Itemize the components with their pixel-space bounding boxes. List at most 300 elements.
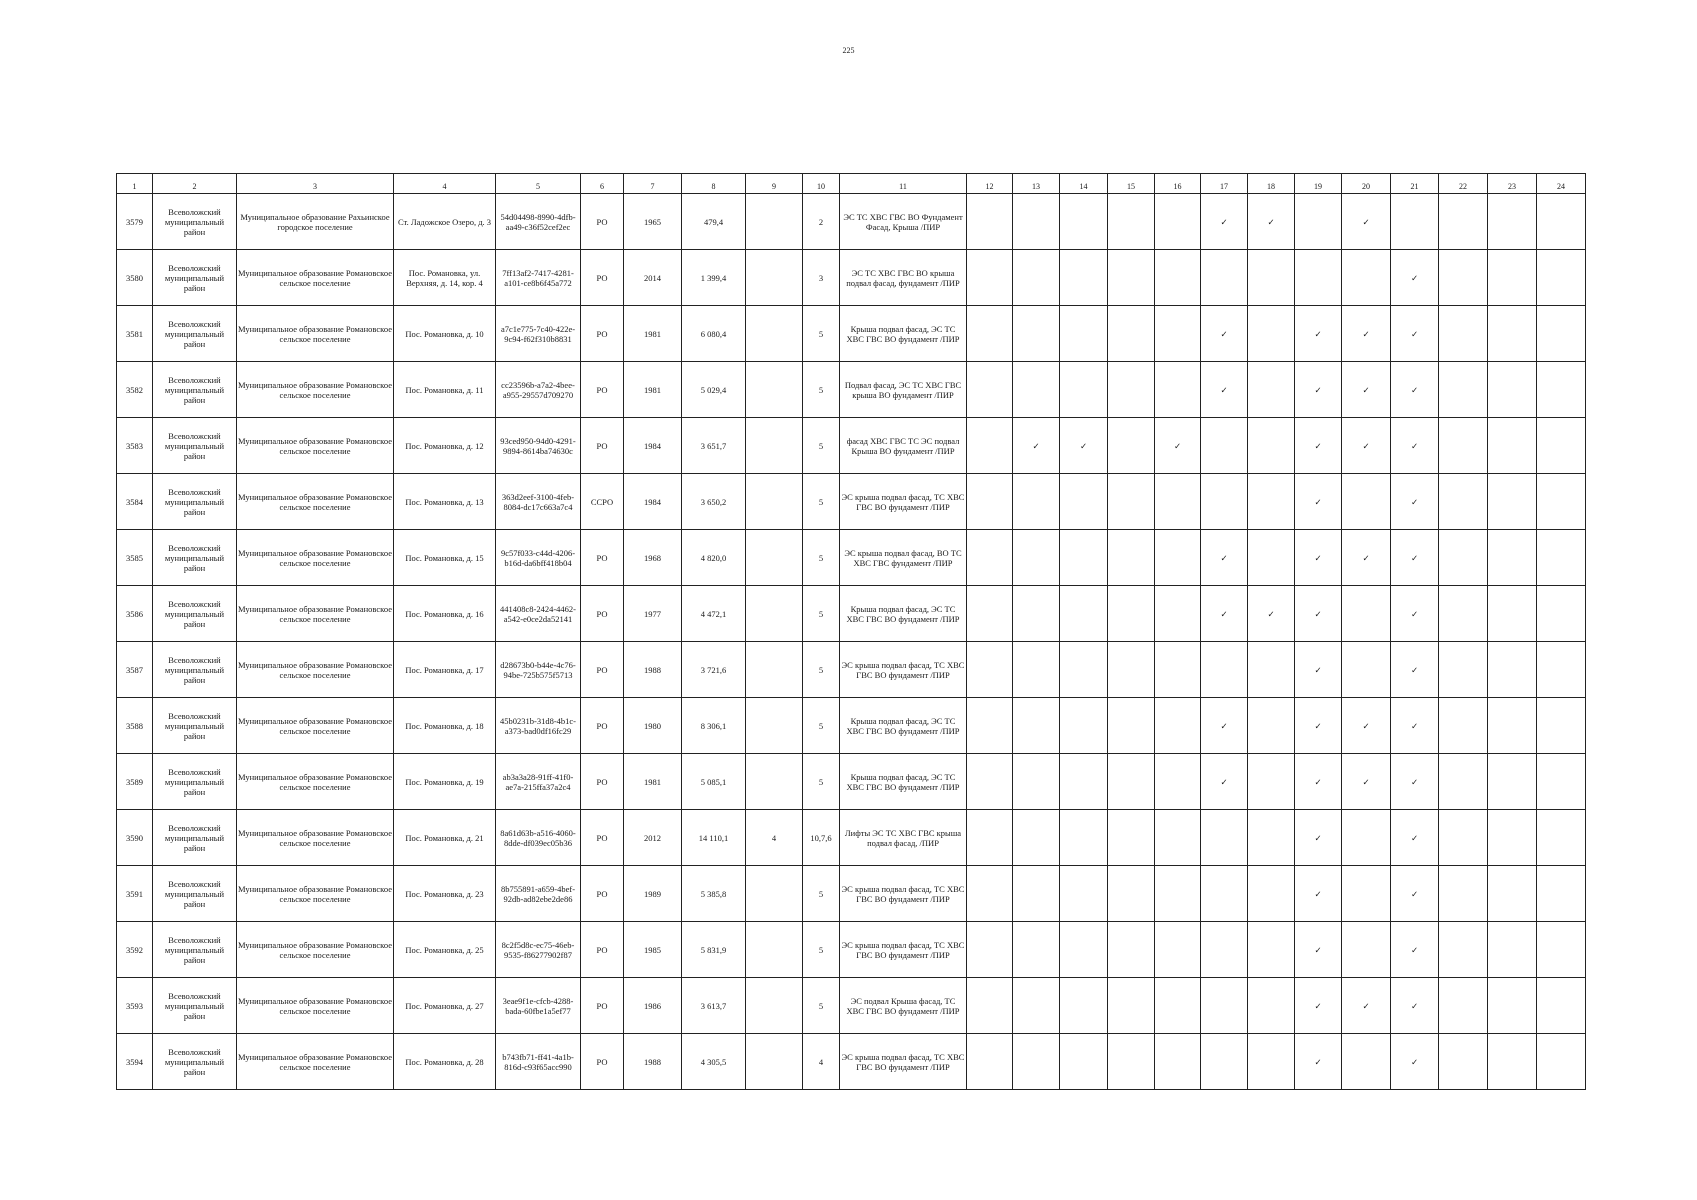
empty-cell	[1537, 642, 1586, 698]
district-cell: Всеволожский муниципальный район	[153, 698, 237, 754]
column-number-9: 9	[746, 174, 803, 194]
empty-cell	[1108, 754, 1155, 810]
checkmark-icon: ✓	[1295, 306, 1342, 362]
guid-cell: 54d04498-8990-4dfb-aa49-c36f52cef2ec	[496, 194, 581, 250]
checkmark-icon: ✓	[1295, 810, 1342, 866]
municipality-cell: Муниципальное образование Романовское сельское поселение	[237, 642, 394, 698]
column-number-1: 1	[117, 174, 153, 194]
empty-cell	[1248, 530, 1295, 586]
empty-cell	[1108, 1034, 1155, 1090]
empty-cell	[1342, 642, 1391, 698]
empty-cell	[967, 194, 1013, 250]
checkmark-icon: ✓	[1391, 418, 1439, 474]
empty-cell	[1439, 978, 1488, 1034]
checkmark-icon: ✓	[1342, 194, 1391, 250]
year-built-cell: 2012	[624, 810, 682, 866]
row-number: 3579	[117, 194, 153, 250]
empty-cell	[1013, 810, 1060, 866]
empty-cell	[1439, 194, 1488, 250]
row-number: 3592	[117, 922, 153, 978]
empty-cell	[1488, 362, 1537, 418]
works-cell: ЭС крыша подвал фасад, ТС ХВС ГВС ВО фундамент /ПИР	[840, 1034, 967, 1090]
table-row	[117, 754, 1586, 810]
year-built-cell: 1980	[624, 698, 682, 754]
empty-cell	[1248, 474, 1295, 530]
empty-cell	[1201, 978, 1248, 1034]
account-type-cell: РО	[581, 586, 624, 642]
address-cell: Пос. Романовка, д. 10	[394, 306, 496, 362]
year-built-cell: 1985	[624, 922, 682, 978]
works-cell: Подвал фасад, ЭС ТС ХВС ГВС крыша ВО фундамент /ПИР	[840, 362, 967, 418]
empty-cell	[1248, 418, 1295, 474]
checkmark-icon: ✓	[1342, 530, 1391, 586]
empty-cell	[1248, 306, 1295, 362]
empty-cell	[1155, 1034, 1201, 1090]
empty-cell	[1537, 586, 1586, 642]
floors-cell: 5	[803, 474, 840, 530]
table-row	[117, 306, 1586, 362]
empty-cell	[967, 922, 1013, 978]
account-type-cell: РО	[581, 866, 624, 922]
checkmark-icon: ✓	[1201, 698, 1248, 754]
empty-cell	[1248, 866, 1295, 922]
checkmark-icon: ✓	[1295, 866, 1342, 922]
row-number: 3588	[117, 698, 153, 754]
empty-cell	[1060, 754, 1108, 810]
district-cell: Всеволожский муниципальный район	[153, 810, 237, 866]
address-cell: Пос. Романовка, д. 23	[394, 866, 496, 922]
floors-cell: 3	[803, 250, 840, 306]
empty-cell	[1488, 642, 1537, 698]
column-number-17: 17	[1201, 174, 1248, 194]
empty-cell	[1342, 1034, 1391, 1090]
empty-cell	[1342, 586, 1391, 642]
column-number-7: 7	[624, 174, 682, 194]
guid-cell: 8a61d63b-a516-4060-8dde-df039ec05b36	[496, 810, 581, 866]
checkmark-icon: ✓	[1391, 698, 1439, 754]
checkmark-icon: ✓	[1391, 250, 1439, 306]
column-9-cell	[746, 978, 803, 1034]
empty-cell	[1537, 810, 1586, 866]
account-type-cell: РО	[581, 362, 624, 418]
works-cell: ЭС крыша подвал фасад, ВО ТС ХВС ГВС фундамент /ПИР	[840, 530, 967, 586]
empty-cell	[1013, 922, 1060, 978]
column-9-cell	[746, 922, 803, 978]
empty-cell	[1439, 474, 1488, 530]
account-type-cell: ССРО	[581, 474, 624, 530]
empty-cell	[1108, 922, 1155, 978]
area-cell: 5 085,1	[682, 754, 746, 810]
table-row	[117, 530, 1586, 586]
guid-cell: 363d2eef-3100-4feb-8084-dc17c663a7c4	[496, 474, 581, 530]
empty-cell	[1439, 754, 1488, 810]
empty-cell	[1248, 810, 1295, 866]
table-row	[117, 250, 1586, 306]
column-number-19: 19	[1295, 174, 1342, 194]
checkmark-icon: ✓	[1391, 922, 1439, 978]
row-number: 3583	[117, 418, 153, 474]
floors-cell: 5	[803, 362, 840, 418]
year-built-cell: 1989	[624, 866, 682, 922]
guid-cell: 3eae9f1e-cfcb-4288-bada-60fbe1a5ef77	[496, 978, 581, 1034]
area-cell: 4 305,5	[682, 1034, 746, 1090]
empty-cell	[1248, 698, 1295, 754]
table-row	[117, 810, 1586, 866]
works-cell: Крыша подвал фасад, ЭС ТС ХВС ГВС ВО фундамент /ПИР	[840, 754, 967, 810]
empty-cell	[1488, 978, 1537, 1034]
area-cell: 5 029,4	[682, 362, 746, 418]
row-number: 3584	[117, 474, 153, 530]
empty-cell	[1060, 810, 1108, 866]
account-type-cell: РО	[581, 194, 624, 250]
checkmark-icon: ✓	[1391, 810, 1439, 866]
account-type-cell: РО	[581, 642, 624, 698]
works-cell: ЭС крыша подвал фасад, ТС ХВС ГВС ВО фундамент /ПИР	[840, 642, 967, 698]
empty-cell	[1108, 978, 1155, 1034]
checkmark-icon: ✓	[1295, 418, 1342, 474]
empty-cell	[1155, 922, 1201, 978]
empty-cell	[1295, 250, 1342, 306]
account-type-cell: РО	[581, 306, 624, 362]
column-number-5: 5	[496, 174, 581, 194]
district-cell: Всеволожский муниципальный район	[153, 250, 237, 306]
row-number: 3580	[117, 250, 153, 306]
empty-cell	[1155, 194, 1201, 250]
empty-cell	[1060, 642, 1108, 698]
empty-cell	[967, 418, 1013, 474]
address-cell: Пос. Романовка, д. 28	[394, 1034, 496, 1090]
checkmark-icon: ✓	[1342, 754, 1391, 810]
table-row	[117, 194, 1586, 250]
column-number-22: 22	[1439, 174, 1488, 194]
guid-cell: ab3a3a28-91ff-41f0-ae7a-215ffa37a2c4	[496, 754, 581, 810]
empty-cell	[1439, 810, 1488, 866]
empty-cell	[1108, 194, 1155, 250]
year-built-cell: 1981	[624, 306, 682, 362]
empty-cell	[1013, 642, 1060, 698]
empty-cell	[1439, 586, 1488, 642]
empty-cell	[1155, 530, 1201, 586]
column-9-cell	[746, 250, 803, 306]
row-number: 3594	[117, 1034, 153, 1090]
table-row	[117, 978, 1586, 1034]
year-built-cell: 1965	[624, 194, 682, 250]
column-9-cell	[746, 418, 803, 474]
year-built-cell: 1988	[624, 1034, 682, 1090]
account-type-cell: РО	[581, 250, 624, 306]
empty-cell	[1488, 698, 1537, 754]
district-cell: Всеволожский муниципальный район	[153, 922, 237, 978]
guid-cell: 7ff13af2-7417-4281-a101-ce8b6f45a772	[496, 250, 581, 306]
account-type-cell: РО	[581, 978, 624, 1034]
row-number: 3582	[117, 362, 153, 418]
empty-cell	[1060, 586, 1108, 642]
empty-cell	[967, 586, 1013, 642]
empty-cell	[1155, 866, 1201, 922]
column-9-cell: 4	[746, 810, 803, 866]
empty-cell	[1488, 530, 1537, 586]
account-type-cell: РО	[581, 698, 624, 754]
column-number-23: 23	[1488, 174, 1537, 194]
empty-cell	[1155, 250, 1201, 306]
row-number: 3587	[117, 642, 153, 698]
floors-cell: 4	[803, 1034, 840, 1090]
empty-cell	[1155, 810, 1201, 866]
empty-cell	[1060, 250, 1108, 306]
empty-cell	[1488, 866, 1537, 922]
floors-cell: 10,7,6	[803, 810, 840, 866]
district-cell: Всеволожский муниципальный район	[153, 474, 237, 530]
area-cell: 6 080,4	[682, 306, 746, 362]
year-built-cell: 1977	[624, 586, 682, 642]
empty-cell	[1488, 418, 1537, 474]
works-cell: ЭС ТС ХВС ГВС ВО крыша подвал фасад, фундамент /ПИР	[840, 250, 967, 306]
municipality-cell: Муниципальное образование Романовское сельское поселение	[237, 922, 394, 978]
account-type-cell: РО	[581, 1034, 624, 1090]
empty-cell	[1201, 642, 1248, 698]
works-cell: ЭС крыша подвал фасад, ТС ХВС ГВС ВО фундамент /ПИР	[840, 474, 967, 530]
column-number-3: 3	[237, 174, 394, 194]
checkmark-icon: ✓	[1391, 754, 1439, 810]
empty-cell	[967, 810, 1013, 866]
column-number-12: 12	[967, 174, 1013, 194]
empty-cell	[1537, 1034, 1586, 1090]
checkmark-icon: ✓	[1391, 586, 1439, 642]
year-built-cell: 1984	[624, 474, 682, 530]
district-cell: Всеволожский муниципальный район	[153, 642, 237, 698]
empty-cell	[1060, 698, 1108, 754]
checkmark-icon: ✓	[1201, 362, 1248, 418]
address-cell: Пос. Романовка, д. 18	[394, 698, 496, 754]
works-cell: ЭС крыша подвал фасад, ТС ХВС ГВС ВО фундамент /ПИР	[840, 922, 967, 978]
empty-cell	[1201, 866, 1248, 922]
empty-cell	[1439, 250, 1488, 306]
empty-cell	[1537, 922, 1586, 978]
column-9-cell	[746, 530, 803, 586]
municipality-cell: Муниципальное образование Романовское сельское поселение	[237, 698, 394, 754]
column-number-6: 6	[581, 174, 624, 194]
area-cell: 14 110,1	[682, 810, 746, 866]
page-number: 225	[842, 46, 855, 55]
address-cell: Пос. Романовка, д. 27	[394, 978, 496, 1034]
empty-cell	[1537, 978, 1586, 1034]
row-number: 3591	[117, 866, 153, 922]
empty-cell	[1439, 922, 1488, 978]
works-cell: Лифты ЭС ТС ХВС ГВС крыша подвал фасад, /ПИР	[840, 810, 967, 866]
empty-cell	[1108, 306, 1155, 362]
column-9-cell	[746, 698, 803, 754]
empty-cell	[1155, 306, 1201, 362]
district-cell: Всеволожский муниципальный район	[153, 586, 237, 642]
floors-cell: 5	[803, 418, 840, 474]
empty-cell	[967, 1034, 1013, 1090]
column-number-10: 10	[803, 174, 840, 194]
district-cell: Всеволожский муниципальный район	[153, 754, 237, 810]
empty-cell	[1155, 698, 1201, 754]
municipality-cell: Муниципальное образование Романовское сельское поселение	[237, 306, 394, 362]
works-cell: Крыша подвал фасад, ЭС ТС ХВС ГВС ВО фундамент /ПИР	[840, 586, 967, 642]
year-built-cell: 1988	[624, 642, 682, 698]
table-row	[117, 1034, 1586, 1090]
municipality-cell: Муниципальное образование Романовское сельское поселение	[237, 250, 394, 306]
works-cell: ЭС ТС ХВС ГВС ВО Фундамент Фасад, Крыша /ПИР	[840, 194, 967, 250]
municipality-cell: Муниципальное образование Романовское сельское поселение	[237, 866, 394, 922]
table-row	[117, 698, 1586, 754]
empty-cell	[1108, 866, 1155, 922]
empty-cell	[1060, 866, 1108, 922]
district-cell: Всеволожский муниципальный район	[153, 418, 237, 474]
column-number-11: 11	[840, 174, 967, 194]
empty-cell	[1248, 754, 1295, 810]
column-number-13: 13	[1013, 174, 1060, 194]
year-built-cell: 1981	[624, 754, 682, 810]
empty-cell	[1537, 530, 1586, 586]
year-built-cell: 2014	[624, 250, 682, 306]
empty-cell	[1342, 250, 1391, 306]
area-cell: 5 831,9	[682, 922, 746, 978]
empty-cell	[1013, 698, 1060, 754]
area-cell: 3 613,7	[682, 978, 746, 1034]
column-9-cell	[746, 194, 803, 250]
empty-cell	[1108, 362, 1155, 418]
empty-cell	[1060, 474, 1108, 530]
area-cell: 4 472,1	[682, 586, 746, 642]
empty-cell	[1342, 474, 1391, 530]
account-type-cell: РО	[581, 530, 624, 586]
empty-cell	[1201, 250, 1248, 306]
guid-cell: 8c2f5d8c-ec75-46eb-9535-f86277902f87	[496, 922, 581, 978]
empty-cell	[1013, 754, 1060, 810]
row-number: 3581	[117, 306, 153, 362]
table-header	[117, 174, 1586, 194]
row-number: 3590	[117, 810, 153, 866]
row-number: 3593	[117, 978, 153, 1034]
table-row	[117, 474, 1586, 530]
floors-cell: 5	[803, 586, 840, 642]
empty-cell	[1108, 418, 1155, 474]
address-cell: Пос. Романовка, ул. Верхняя, д. 14, кор. 4	[394, 250, 496, 306]
empty-cell	[1295, 194, 1342, 250]
guid-cell: b743fb71-ff41-4a1b-816d-c93f65acc990	[496, 1034, 581, 1090]
empty-cell	[1488, 1034, 1537, 1090]
empty-cell	[1537, 194, 1586, 250]
table-body	[117, 194, 1586, 1090]
empty-cell	[1108, 586, 1155, 642]
empty-cell	[1201, 474, 1248, 530]
empty-cell	[1060, 978, 1108, 1034]
municipality-cell: Муниципальное образование Романовское сельское поселение	[237, 978, 394, 1034]
empty-cell	[1439, 866, 1488, 922]
floors-cell: 5	[803, 866, 840, 922]
municipality-cell: Муниципальное образование Романовское сельское поселение	[237, 418, 394, 474]
column-9-cell	[746, 306, 803, 362]
empty-cell	[1248, 922, 1295, 978]
checkmark-icon: ✓	[1391, 642, 1439, 698]
column-number-row	[117, 174, 1586, 194]
empty-cell	[1537, 474, 1586, 530]
district-cell: Всеволожский муниципальный район	[153, 1034, 237, 1090]
area-cell: 3 651,7	[682, 418, 746, 474]
empty-cell	[1488, 306, 1537, 362]
floors-cell: 5	[803, 922, 840, 978]
municipality-cell: Муниципальное образование Романовское сельское поселение	[237, 586, 394, 642]
checkmark-icon: ✓	[1342, 978, 1391, 1034]
checkmark-icon: ✓	[1295, 1034, 1342, 1090]
area-cell: 4 820,0	[682, 530, 746, 586]
district-cell: Всеволожский муниципальный район	[153, 362, 237, 418]
column-9-cell	[746, 754, 803, 810]
empty-cell	[1537, 418, 1586, 474]
address-cell: Пос. Романовка, д. 12	[394, 418, 496, 474]
guid-cell: 9c57f033-c44d-4206-b16d-da6bff418b04	[496, 530, 581, 586]
column-number-18: 18	[1248, 174, 1295, 194]
empty-cell	[1201, 922, 1248, 978]
empty-cell	[1060, 362, 1108, 418]
column-number-16: 16	[1155, 174, 1201, 194]
empty-cell	[1108, 698, 1155, 754]
checkmark-icon: ✓	[1391, 866, 1439, 922]
empty-cell	[1439, 698, 1488, 754]
guid-cell: cc23596b-a7a2-4bee-a955-29557d709270	[496, 362, 581, 418]
guid-cell: 441408c8-2424-4462-a542-e0ce2da52141	[496, 586, 581, 642]
empty-cell	[1488, 810, 1537, 866]
empty-cell	[1108, 530, 1155, 586]
account-type-cell: РО	[581, 922, 624, 978]
municipality-cell: Муниципальное образование Романовское сельское поселение	[237, 530, 394, 586]
empty-cell	[1060, 530, 1108, 586]
empty-cell	[967, 866, 1013, 922]
guid-cell: d28673b0-b44e-4c76-94be-725b575f5713	[496, 642, 581, 698]
column-number-21: 21	[1391, 174, 1439, 194]
empty-cell	[967, 474, 1013, 530]
empty-cell	[1108, 250, 1155, 306]
column-9-cell	[746, 642, 803, 698]
table-row	[117, 362, 1586, 418]
empty-cell	[1013, 306, 1060, 362]
checkmark-icon: ✓	[1391, 362, 1439, 418]
empty-cell	[1342, 810, 1391, 866]
empty-cell	[1201, 1034, 1248, 1090]
buildings-register-table	[116, 173, 1586, 1090]
empty-cell	[1013, 586, 1060, 642]
empty-cell	[1201, 810, 1248, 866]
column-9-cell	[746, 474, 803, 530]
empty-cell	[1248, 1034, 1295, 1090]
address-cell: Пос. Романовка, д. 11	[394, 362, 496, 418]
checkmark-icon: ✓	[1295, 642, 1342, 698]
empty-cell	[1013, 866, 1060, 922]
empty-cell	[1488, 586, 1537, 642]
area-cell: 8 306,1	[682, 698, 746, 754]
guid-cell: 93ced950-94d0-4291-9894-8614ba74630c	[496, 418, 581, 474]
address-cell: Пос. Романовка, д. 16	[394, 586, 496, 642]
empty-cell	[1537, 306, 1586, 362]
works-cell: ЭС крыша подвал фасад, ТС ХВС ГВС ВО фундамент /ПИР	[840, 866, 967, 922]
works-cell: Крыша подвал фасад, ЭС ТС ХВС ГВС ВО фундамент /ПИР	[840, 306, 967, 362]
empty-cell	[967, 362, 1013, 418]
empty-cell	[1155, 474, 1201, 530]
column-9-cell	[746, 1034, 803, 1090]
empty-cell	[1013, 1034, 1060, 1090]
empty-cell	[1060, 1034, 1108, 1090]
works-cell: ЭС подвал Крыша фасад, ТС ХВС ГВС ВО фундамент /ПИР	[840, 978, 967, 1034]
checkmark-icon: ✓	[1201, 530, 1248, 586]
municipality-cell: Муниципальное образование Романовское сельское поселение	[237, 810, 394, 866]
empty-cell	[1013, 250, 1060, 306]
year-built-cell: 1968	[624, 530, 682, 586]
empty-cell	[967, 530, 1013, 586]
empty-cell	[1439, 642, 1488, 698]
